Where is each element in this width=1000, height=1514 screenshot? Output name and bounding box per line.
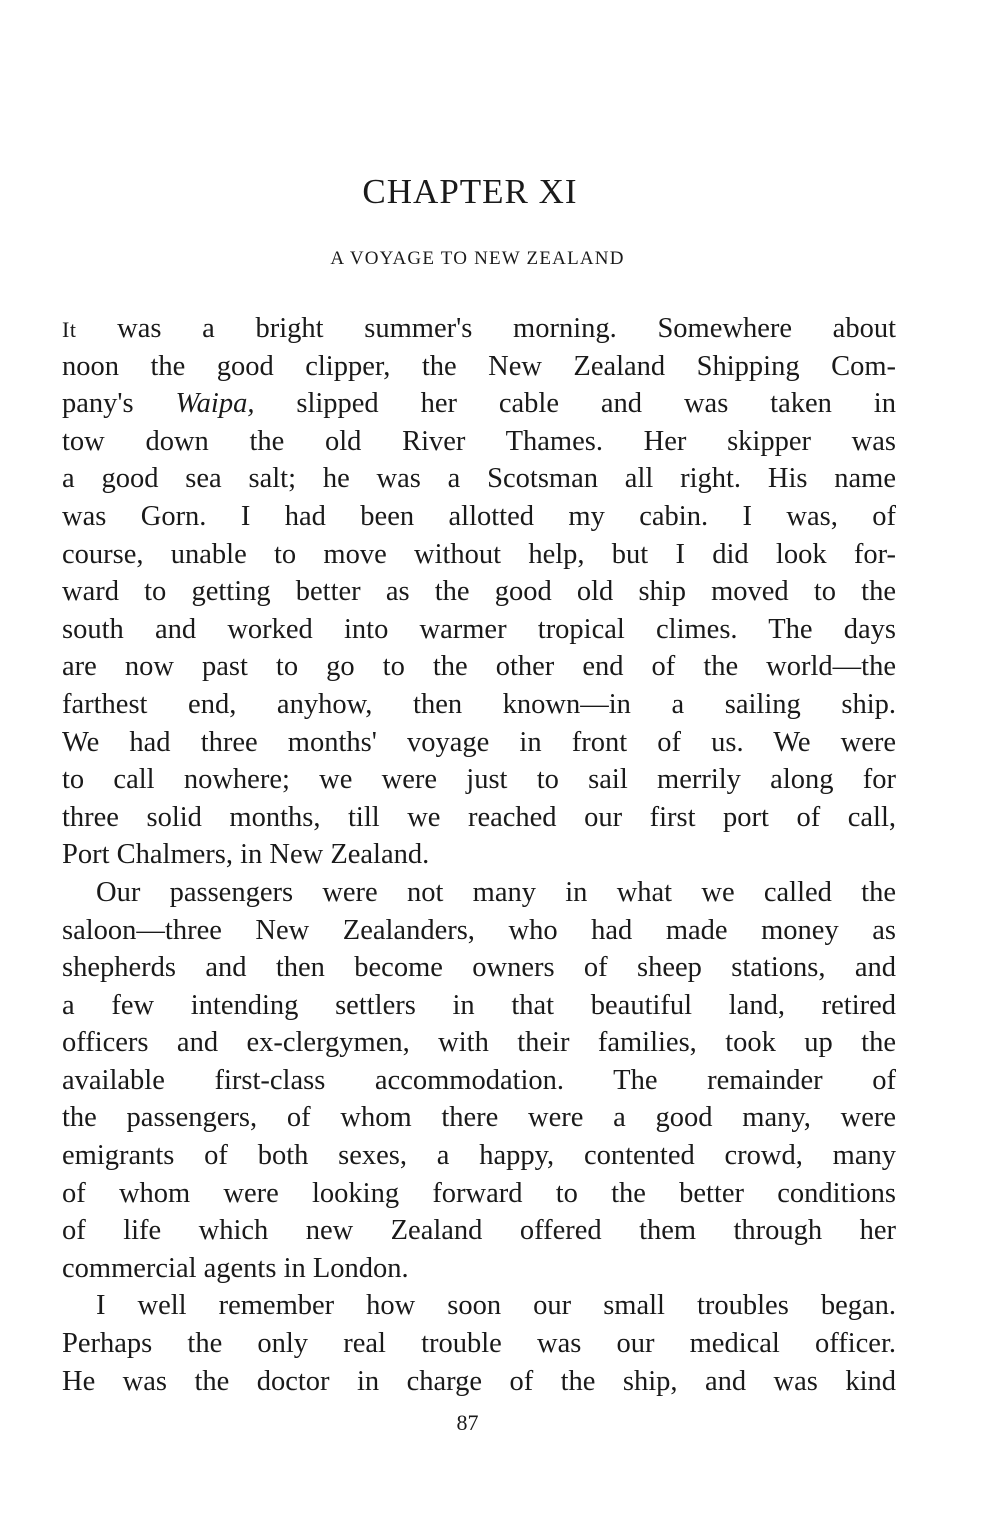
text-line: course, unable to move without help, but I did look for- <box>62 538 896 570</box>
text-line: I well remember how soon our small troubles began. <box>96 1290 896 1322</box>
page-number: 87 <box>456 1410 479 1435</box>
opening-rest: was a bright summer's morning. Somewhere about <box>76 313 896 344</box>
text-line: a good sea salt; he was a Scotsman all right. His name <box>62 463 896 495</box>
text-line: to call nowhere; we were just to sail merrily along for <box>62 764 896 796</box>
text-line: We had three months' voyage in front of us. We were <box>62 726 896 758</box>
text-line: ward to getting better as the good old ship moved to the <box>62 576 896 608</box>
text-line: are now past to go to the other end of the world—the <box>62 651 896 683</box>
ship-line-after: slipped her cable and was taken in <box>254 388 896 420</box>
text-line: of whom were looking forward to the better conditions <box>62 1177 896 1209</box>
text-line: south and worked into warmer tropical climes. The days <box>62 613 896 645</box>
text-line: emigrants of both sexes, a happy, contented crowd, many <box>62 1140 896 1172</box>
text-line: saloon—three New Zealanders, who had made money as <box>62 914 896 946</box>
text-line <box>62 385 896 423</box>
chapter-subtitle: A VOYAGE TO NEW ZEALAND <box>330 248 625 269</box>
body-text <box>62 310 896 1400</box>
text-line: of life which new Zealand offered them through her <box>62 1215 896 1247</box>
text-line: three solid months, till we reached our first port of call, <box>62 801 896 833</box>
text-line: shepherds and then become owners of sheep stations, and <box>62 952 896 984</box>
chapter-title: CHAPTER XI <box>362 172 578 211</box>
text-line: available first-class accommodation. The remainder of <box>62 1064 896 1096</box>
text-line: He was the doctor in charge of the ship, and was kind <box>62 1365 896 1397</box>
opening-small-caps: It <box>62 317 77 342</box>
text-line: noon the good clipper, the New Zealand Shipping Com- <box>62 350 896 382</box>
text-line: officers and ex-clergymen, with their families, took up the <box>62 1027 896 1059</box>
text-line: Our passengers were not many in what we called the <box>96 876 896 908</box>
text-line: Perhaps the only real trouble was our medical officer. <box>62 1328 896 1360</box>
text-line: Port Chalmers, in New Zealand. <box>62 839 430 871</box>
text-line <box>62 310 896 348</box>
ship-line-before: pany's <box>62 388 176 420</box>
text-line: tow down the old River Thames. Her skipper was <box>62 425 896 457</box>
text-line: a few intending settlers in that beautiful land, retired <box>62 989 896 1021</box>
text-line: the passengers, of whom there were a good many, were <box>62 1102 896 1134</box>
text-line: commercial agents in London. <box>62 1252 409 1284</box>
text-line: farthest end, anyhow, then known—in a sailing ship. <box>62 688 896 720</box>
text-line: was Gorn. I had been allotted my cabin. I was, of <box>62 500 896 532</box>
ship-name: Waipa, <box>175 388 255 420</box>
